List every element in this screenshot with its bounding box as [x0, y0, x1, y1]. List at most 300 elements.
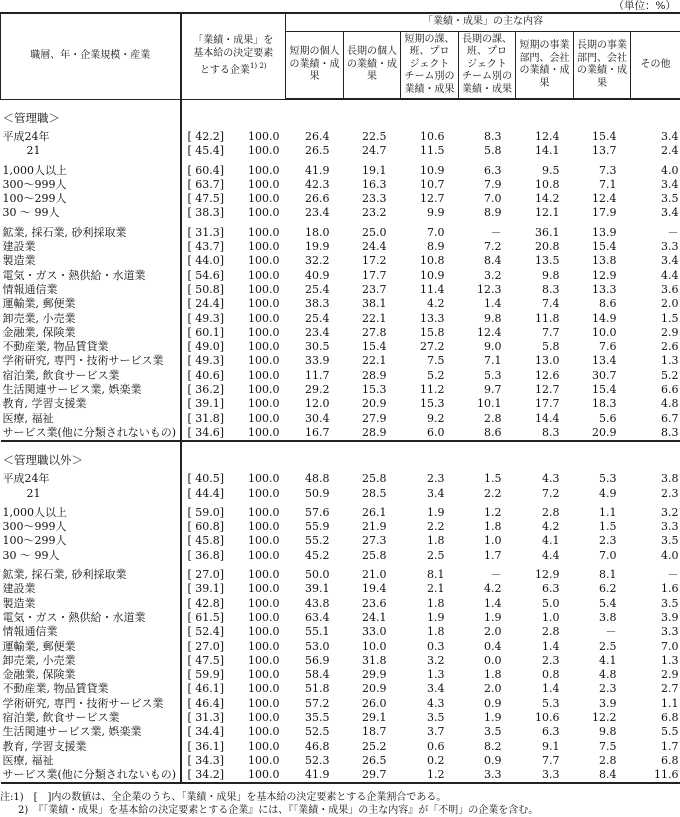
value-cell: 3.5 [661, 534, 679, 548]
value-cell: 7.4 [542, 297, 560, 311]
value-cell: 15.3 [420, 397, 445, 411]
value-cell: 8.3 [542, 282, 560, 296]
firm-ratio: [ 42.2] [187, 130, 225, 143]
header-sub-column: 短期の事業 部門、会社 の業績・成果 [516, 32, 574, 100]
value-cell: 13.3 [592, 282, 617, 296]
table-row [1, 625, 680, 639]
value-cell: 52.3 [305, 753, 330, 767]
value-cell: 5.8 [484, 144, 502, 158]
row-label: 教育, 学習支援業 [1, 397, 181, 411]
value-cell: 7.1 [599, 177, 617, 191]
row-label: 製造業 [1, 254, 181, 268]
table-row [1, 383, 680, 397]
table-row [1, 130, 680, 144]
value-cell: 13.5 [535, 254, 560, 268]
value-cell: 13.0 [535, 354, 560, 368]
firm-ratio: [ 34.6] [187, 425, 225, 439]
value-cell: 6.8 [661, 753, 679, 767]
value-cell: 7.6 [599, 340, 617, 354]
value-cell: 1.3 [427, 668, 445, 682]
total-value: 100.0 [248, 144, 280, 158]
total-value: 100.0 [248, 411, 280, 425]
row-label: 30 ～ 99人 [1, 549, 181, 563]
value-cell: 3.3 [661, 520, 679, 534]
value-cell: 7.0 [484, 192, 502, 206]
value-cell: 4.9 [599, 486, 617, 500]
value-cell: 5.3 [542, 696, 560, 710]
footnotes [0, 791, 538, 817]
firm-ratio: [ 46.4] [187, 696, 225, 710]
firm-ratio: [ 54.6] [187, 268, 225, 282]
firm-ratio: [ 63.7] [187, 177, 225, 191]
value-cell: 9.8 [599, 725, 617, 739]
value-cell: 10.9 [420, 163, 445, 177]
value-cell: 2.3 [661, 486, 679, 500]
value-cell: 4.2 [484, 582, 502, 596]
firm-ratio: [ 39.1] [187, 397, 225, 411]
total-value: 100.0 [248, 725, 280, 739]
value-cell: 9.1 [542, 739, 560, 753]
value-cell: 8.9 [484, 206, 502, 220]
value-cell: 50.0 [305, 568, 330, 582]
row-label: サービス業(他に分類されないもの) [1, 426, 181, 441]
value-cell: 13.9 [592, 225, 617, 239]
value-cell: 10.9 [420, 268, 445, 282]
row-label: 鉱業, 採石業, 砂利採取業 [1, 568, 181, 582]
firm-ratio: [ 31.3] [187, 710, 225, 724]
value-cell: 22.1 [362, 311, 387, 325]
value-cell: 10.7 [420, 177, 445, 191]
value-cell: 0.9 [484, 753, 502, 767]
row-label: 1,000人以上 [1, 506, 181, 520]
header-category: 職層、年・企業規模・産業 [1, 13, 181, 99]
firm-ratio: [ 47.5] [187, 192, 225, 206]
value-cell: 3.4 [661, 130, 679, 143]
table-row [1, 144, 680, 158]
value-cell: 8.3 [631, 426, 680, 441]
value-cell: 13.4 [592, 354, 617, 368]
value-cell: 3.4 [661, 206, 679, 220]
row-label: 建設業 [1, 582, 181, 596]
value-cell: 2.8 [542, 505, 560, 519]
table-row [1, 697, 680, 711]
value-cell: 5.2 [661, 368, 679, 382]
value-cell: 18.7 [362, 725, 387, 739]
value-cell: 12.4 [592, 192, 617, 206]
value-cell: 18.0 [305, 225, 330, 239]
value-cell: 9.5 [542, 163, 560, 177]
value-cell: 3.9 [661, 610, 679, 624]
value-cell: 2.3 [542, 653, 560, 667]
value-cell: 19.4 [362, 582, 387, 596]
value-cell: 7.0 [661, 639, 679, 653]
value-cell: 10.1 [477, 397, 502, 411]
value-cell: 15.4 [592, 130, 617, 143]
value-cell: 9.9 [427, 206, 445, 220]
value-cell: 58.4 [305, 668, 330, 682]
value-cell: 12.1 [535, 206, 560, 220]
table-row [1, 487, 680, 501]
value-cell: 2.9 [661, 325, 679, 339]
value-cell: 20.9 [362, 397, 387, 411]
table-row [1, 506, 680, 520]
value-cell: 0.9 [484, 696, 502, 710]
value-cell: 18.3 [592, 397, 617, 411]
value-cell: 8.6 [459, 426, 516, 441]
firm-ratio: [ 60.1] [187, 325, 225, 339]
value-cell: 21.0 [362, 568, 387, 582]
row-label: 宿泊業, 飲食サービス業 [1, 369, 181, 383]
value-cell: 2.8 [542, 625, 560, 639]
value-cell: 3.7 [427, 725, 445, 739]
table-row [1, 568, 680, 582]
value-cell: 2.3 [427, 472, 445, 486]
value-cell: 14.2 [535, 192, 560, 206]
row-label: 300～999人 [1, 520, 181, 534]
value-cell: 23.6 [362, 596, 387, 610]
value-cell: 7.2 [542, 486, 560, 500]
table-row [1, 597, 680, 611]
value-cell: 3.5 [661, 596, 679, 610]
value-cell: 8.6 [599, 297, 617, 311]
value-cell: 7.5 [599, 739, 617, 753]
value-cell: 41.9 [286, 768, 344, 783]
value-cell: 9.8 [484, 311, 502, 325]
header-sub-column: 長期の課、 班、プロ ジェクト チーム別の 業績・成果 [459, 32, 516, 100]
value-cell: 19.1 [362, 163, 387, 177]
row-label: 100～299人 [1, 534, 181, 548]
value-cell: 46.8 [305, 739, 330, 753]
value-cell: 1.8 [427, 534, 445, 548]
section-header-row [1, 441, 680, 472]
value-cell: 29.1 [362, 710, 387, 724]
value-cell: 3.8 [599, 610, 617, 624]
value-cell: 1.5 [484, 472, 502, 486]
value-cell: 1.0 [542, 610, 560, 624]
value-cell: 3.5 [661, 192, 679, 206]
table-row [1, 654, 680, 668]
table-row [1, 768, 680, 783]
value-cell: 2.0 [484, 682, 502, 696]
value-cell: 12.2 [592, 710, 617, 724]
header-sub-column: 短期の個人 の業績・成果 [286, 32, 344, 100]
value-cell: 43.8 [305, 596, 330, 610]
value-cell: 2.4 [661, 144, 679, 158]
table-row [1, 297, 680, 311]
value-cell: 11.7 [305, 368, 330, 382]
value-cell: 26.5 [305, 144, 330, 158]
value-cell: 3.5 [484, 725, 502, 739]
value-cell: 1.4 [542, 682, 560, 696]
firm-ratio: [ 44.0] [187, 254, 225, 268]
value-cell: 1.4 [484, 596, 502, 610]
value-cell: 0.3 [427, 639, 445, 653]
value-cell: 8.3 [484, 130, 502, 143]
value-cell: 2.7 [661, 682, 679, 696]
value-cell: 6.0 [401, 426, 459, 441]
value-cell: 13.7 [592, 144, 617, 158]
table-row [1, 192, 680, 206]
value-cell: 8.1 [599, 568, 617, 582]
value-cell: 11.8 [535, 311, 560, 325]
value-cell: － [605, 625, 617, 639]
value-cell: 39.1 [305, 582, 330, 596]
total-value: 100.0 [248, 668, 280, 682]
value-cell: 2.1 [427, 582, 445, 596]
firm-ratio: [ 40.6] [187, 368, 225, 382]
value-cell: 14.9 [592, 311, 617, 325]
value-cell: 1.3 [661, 653, 679, 667]
value-cell: 28.9 [362, 368, 387, 382]
value-cell: 23.3 [362, 192, 387, 206]
header-group-title: 「業績・成果」の主な内容 [286, 13, 680, 32]
value-cell: 1.4 [484, 297, 502, 311]
header-firms: 「業績・成果」を 基本給の決定要素 とする企業$^{1) 2)}$ [181, 13, 286, 99]
table-row [1, 397, 680, 411]
value-cell: 27.9 [362, 411, 387, 425]
value-cell: 12.7 [535, 383, 560, 397]
value-cell: 1.9 [427, 505, 445, 519]
firm-ratio: [ 61.5] [187, 610, 225, 624]
value-cell: 4.4 [542, 548, 560, 562]
row-label: 卸売業, 小売業 [1, 654, 181, 668]
value-cell: 16.3 [362, 177, 387, 191]
total-value: 100.0 [248, 268, 280, 282]
table-row [1, 711, 680, 725]
table-row [1, 740, 680, 754]
value-cell: 2.5 [427, 548, 445, 562]
total-value: 100.0 [248, 753, 280, 767]
row-label: 平成24年 [1, 472, 181, 486]
value-cell: 7.5 [427, 354, 445, 368]
value-cell: 38.3 [305, 297, 330, 311]
total-value: 100.0 [248, 130, 280, 143]
value-cell: 41.9 [305, 163, 330, 177]
value-cell: 29.9 [362, 668, 387, 682]
value-cell: 2.3 [599, 682, 617, 696]
row-label: 金融業, 保険業 [1, 668, 181, 682]
firm-ratio: [ 31.3] [187, 225, 225, 239]
value-cell: 1.9 [427, 610, 445, 624]
value-cell: 24.4 [362, 240, 387, 254]
value-cell: 1.9 [484, 710, 502, 724]
firm-ratio: [ 34.3] [187, 753, 225, 767]
value-cell: 1.9 [484, 610, 502, 624]
value-cell: 12.4 [477, 325, 502, 339]
value-cell: 23.4 [305, 206, 330, 220]
value-cell: 4.2 [542, 520, 560, 534]
total-value: 100.0 [248, 192, 280, 206]
row-label: 宿泊業, 飲食サービス業 [1, 711, 181, 725]
value-cell: 55.9 [305, 520, 330, 534]
row-label: 学術研究, 専門・技術サービス業 [1, 697, 181, 711]
value-cell: 2.5 [599, 639, 617, 653]
firm-ratio: [ 36.8] [187, 548, 225, 562]
firm-ratio: [ 34.2] [187, 768, 225, 782]
value-cell: 10.0 [592, 325, 617, 339]
value-cell: 0.0 [484, 653, 502, 667]
value-cell: 24.1 [362, 610, 387, 624]
value-cell: 3.3 [459, 768, 516, 783]
firm-ratio: [ 42.8] [187, 596, 225, 610]
value-cell: 3.3 [661, 625, 679, 639]
firm-ratio: [ 24.4] [187, 297, 225, 311]
row-label: 21 [1, 487, 181, 501]
total-value: 100.0 [248, 596, 280, 610]
value-cell: 4.8 [599, 668, 617, 682]
value-cell: 9.8 [542, 268, 560, 282]
value-cell: 25.2 [362, 739, 387, 753]
value-cell: 3.5 [427, 710, 445, 724]
value-cell: 7.3 [599, 163, 617, 177]
row-label: 製造業 [1, 597, 181, 611]
total-value: 100.0 [248, 225, 280, 239]
value-cell: 4.0 [661, 163, 679, 177]
value-cell: 5.2 [427, 368, 445, 382]
section-header-row [1, 99, 680, 130]
total-value: 100.0 [248, 472, 280, 486]
header-sub-column: 短期の課、 班、プロ ジェクト チーム別の 業績・成果 [401, 32, 459, 100]
value-cell: 42.3 [305, 177, 330, 191]
value-cell: 33.9 [305, 354, 330, 368]
row-label: サービス業(他に分類されないもの) [1, 768, 181, 783]
value-cell: 5.4 [599, 596, 617, 610]
total-value: 100.0 [248, 254, 280, 268]
value-cell: 36.1 [535, 225, 560, 239]
value-cell: 33.0 [362, 625, 387, 639]
firm-ratio: [ 45.4] [187, 144, 225, 158]
value-cell: － [667, 225, 679, 239]
value-cell: 9.7 [484, 383, 502, 397]
firm-ratio: [ 39.1] [187, 582, 225, 596]
total-value: 100.0 [248, 710, 280, 724]
value-cell: 30.5 [305, 340, 330, 354]
table-row [1, 312, 680, 326]
value-cell: 1.2 [484, 505, 502, 519]
value-cell: 25.4 [305, 311, 330, 325]
value-cell: 1.8 [484, 668, 502, 682]
value-cell: 8.3 [516, 426, 574, 441]
value-cell: 2.3 [599, 534, 617, 548]
value-cell: 5.3 [599, 472, 617, 486]
value-cell: 2.0 [484, 625, 502, 639]
value-cell: 0.2 [427, 753, 445, 767]
value-cell: 21.9 [362, 520, 387, 534]
value-cell: 5.8 [542, 340, 560, 354]
table-row [1, 206, 680, 220]
firm-ratio: [ 27.0] [187, 568, 225, 582]
value-cell: 16.7 [286, 426, 344, 441]
value-cell: 3.4 [427, 486, 445, 500]
value-cell: 0.8 [542, 668, 560, 682]
value-cell: 1.1 [661, 696, 679, 710]
value-cell: 22.5 [362, 130, 387, 143]
total-value: 100.0 [248, 297, 280, 311]
value-cell: 1.6 [661, 582, 679, 596]
total-value: 100.0 [248, 383, 280, 397]
value-cell: 3.2 [484, 268, 502, 282]
table-row [1, 240, 680, 254]
row-label: 生活関連サービス業, 娯楽業 [1, 725, 181, 739]
row-label: 教育, 学習支援業 [1, 740, 181, 754]
value-cell: 17.7 [362, 268, 387, 282]
table-row [1, 326, 680, 340]
value-cell: 6.6 [661, 383, 679, 397]
firm-ratio: [ 52.4] [187, 625, 225, 639]
total-value: 100.0 [248, 325, 280, 339]
value-cell: 4.2 [427, 297, 445, 311]
table-row [1, 725, 680, 739]
value-cell: 15.4 [592, 383, 617, 397]
value-cell: 2.8 [484, 411, 502, 425]
value-cell: 8.4 [574, 768, 631, 783]
table-row [1, 269, 680, 283]
value-cell: 3.4 [661, 254, 679, 268]
row-label: 医療, 福祉 [1, 754, 181, 768]
value-cell: 14.1 [535, 144, 560, 158]
value-cell: 9.0 [484, 340, 502, 354]
total-value: 100.0 [248, 568, 280, 582]
value-cell: 12.9 [535, 568, 560, 582]
value-cell: 8.9 [427, 240, 445, 254]
value-cell: 30.4 [305, 411, 330, 425]
value-cell: 5.3 [484, 368, 502, 382]
value-cell: 26.5 [362, 753, 387, 767]
row-label: 100～299人 [1, 192, 181, 206]
value-cell: 0.6 [427, 739, 445, 753]
value-cell: 7.9 [484, 177, 502, 191]
value-cell: 3.4 [427, 682, 445, 696]
value-cell: 53.0 [305, 639, 330, 653]
value-cell: 3.2 [427, 653, 445, 667]
value-cell: 57.6 [305, 505, 330, 519]
total-value: 100.0 [248, 282, 280, 296]
firm-ratio: [ 49.0] [187, 340, 225, 354]
value-cell: 11.6 [631, 768, 680, 783]
value-cell: 17.2 [362, 254, 387, 268]
value-cell: 38.1 [362, 297, 387, 311]
value-cell: 63.4 [305, 610, 330, 624]
header-sub-column: その他 [631, 32, 680, 100]
value-cell: 35.5 [305, 710, 330, 724]
table-row [1, 682, 680, 696]
value-cell: 40.9 [305, 268, 330, 282]
value-cell: 7.2 [484, 240, 502, 254]
firm-ratio: [ 47.5] [187, 653, 225, 667]
row-label: 運輸業, 郵便業 [1, 297, 181, 311]
value-cell: 3.6 [661, 282, 679, 296]
value-cell: 5.0 [542, 596, 560, 610]
value-cell: 4.8 [661, 397, 679, 411]
total-value: 100.0 [248, 610, 280, 624]
value-cell: 7.7 [542, 753, 560, 767]
value-cell: － [667, 568, 679, 582]
value-cell: 12.6 [535, 368, 560, 382]
value-cell: 26.4 [305, 130, 330, 143]
row-label: 平成24年 [1, 130, 181, 144]
table-row [1, 369, 680, 383]
value-cell: 8.2 [484, 739, 502, 753]
value-cell: 2.0 [661, 297, 679, 311]
total-value: 100.0 [248, 206, 280, 220]
row-label: 1,000人以上 [1, 164, 181, 178]
value-cell: 55.2 [305, 534, 330, 548]
value-cell: 24.7 [362, 144, 387, 158]
row-label: 電気・ガス・熱供給・水道業 [1, 611, 181, 625]
value-cell: 52.5 [305, 725, 330, 739]
value-cell: 2.9 [661, 668, 679, 682]
row-label: 情報通信業 [1, 625, 181, 639]
